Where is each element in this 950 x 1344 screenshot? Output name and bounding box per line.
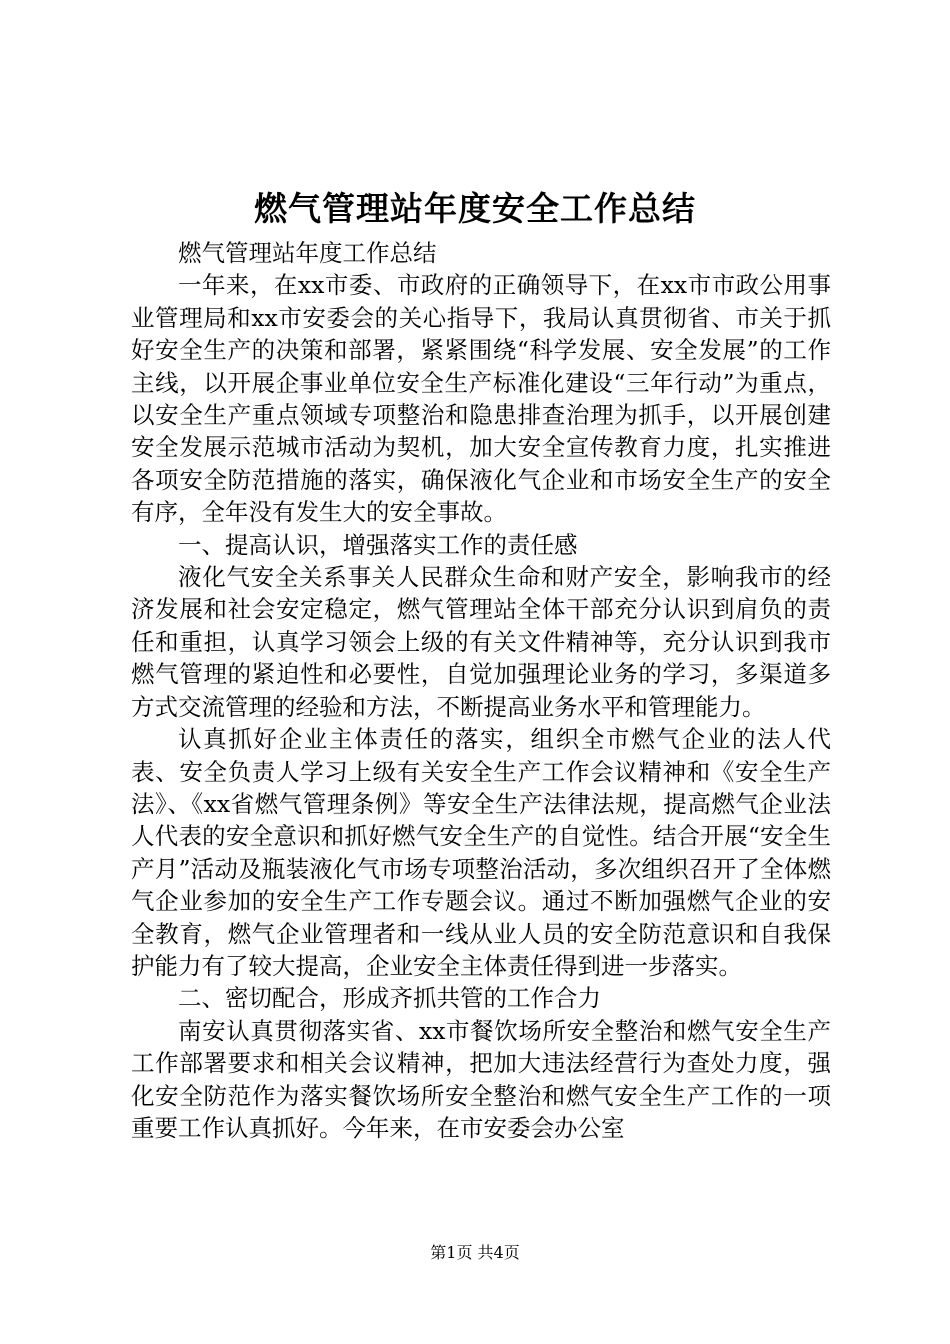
- body-paragraph: 南安认真贯彻落实省、xx市餐饮场所安全整治和燃气安全生产工作部署要求和相关会议精神，把加大违法经营行为查处力度，强化安全防范作为落实餐饮场所安全整治和燃气安全生产工作的一项重要工作认真抓好。今年来，在市安委会办公室: [131, 1016, 831, 1142]
- intro-paragraph: 一年来，在xx市委、市政府的正确领导下，在xx市市政公用事业管理局和xx市安委会的关心指导下，我局认真贯彻省、市关于抓好安全生产的决策和部署，紧紧围绕“科学发展、安全发展”的工作主线，以开展企事业单位安全生产标准化建设“三年行动”为重点，以安全生产重点领域专项整治和隐患排查治理为抓手，以开展创建安全发展示范城市活动为契机，加大安全宣传教育力度，扎实推进各项安全防范措施的落实，确保液化气企业和市场安全生产的安全有序，全年没有发生大的安全事故。: [131, 271, 831, 527]
- section-heading-2: 二、密切配合，形成齐抓共管的工作合力: [178, 984, 601, 1013]
- page-number-footer: 第1页 共4页: [430, 1243, 520, 1262]
- document-body: [131, 237, 831, 1144]
- document-title: 燃气管理站年度安全工作总结: [254, 189, 696, 228]
- body-paragraph: 液化气安全关系事关人民群众生命和财产安全，影响我市的经济发展和社会安定稳定，燃气管理站全体干部充分认识到肩负的责任和重担，认真学习领会上级的有关文件精神等，充分认识到我市燃气管理的紧迫性和必要性，自觉加强理论业务的学习，多渠道多方式交流管理的经验和方法，不断提高业务水平和管理能力。: [131, 563, 831, 721]
- section-heading-1: 一、提高认识，增强落实工作的责任感: [178, 530, 578, 559]
- body-paragraph: 认真抓好企业主体责任的落实，组织全市燃气企业的法人代表、安全负责人学习上级有关安全生产工作会议精神和《安全生产法》、《xx省燃气管理条例》等安全生产法律法规，提高燃气企业法人代表的安全意识和抓好燃气安全生产的自觉性。结合开展“安全生产月”活动及瓶装液化气市场专项整治活动，多次组织召开了全体燃气企业参加的安全生产工作专题会议。通过不断加强燃气企业的安全教育，燃气企业管理者和一线从业人员的安全防范意识和自我保护能力有了较大提高，企业安全主体责任得到进一步落实。: [131, 725, 831, 980]
- subtitle-paragraph: 燃气管理站年度工作总结: [178, 239, 437, 267]
